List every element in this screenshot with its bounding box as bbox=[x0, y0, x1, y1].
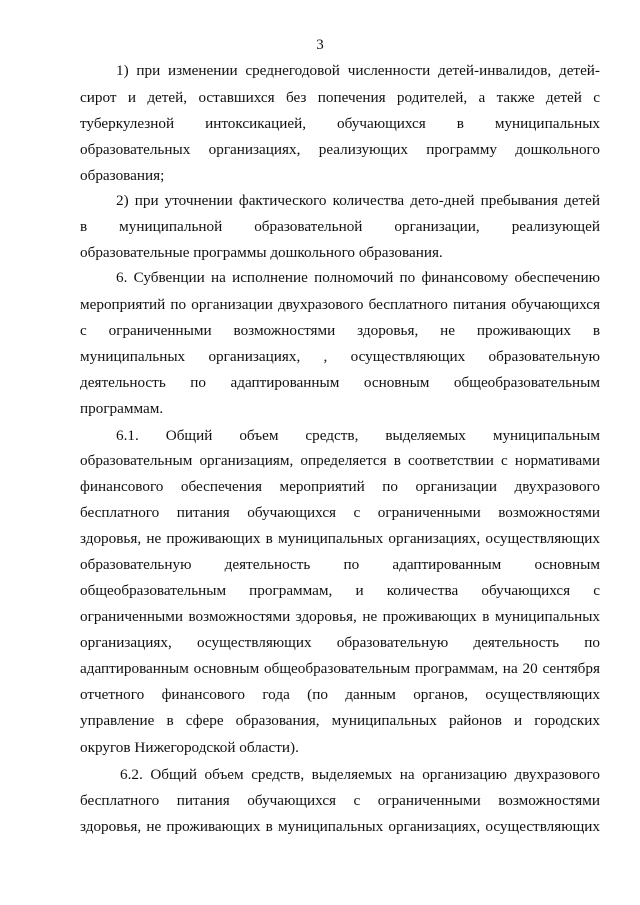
text-line: 6. Субвенции на исполнение полномочий по финансовому обеспечению bbox=[116, 269, 600, 286]
text-line: деятельность по адаптированным основным общеобразовательным bbox=[80, 374, 600, 391]
text-line: муниципальных организациях, , осуществляющих образовательную bbox=[80, 348, 600, 365]
text-line: финансового обеспечения мероприятий по организации двухразового bbox=[80, 478, 600, 495]
text-line: образования; bbox=[80, 167, 165, 184]
text-line: управление в сфере образования, муниципальных районов и городских bbox=[80, 712, 600, 729]
text-line: программам. bbox=[80, 400, 164, 417]
text-line: мероприятий по организации двухразового бесплатного питания обучающихся bbox=[80, 296, 600, 313]
text-line: ограниченными возможностями здоровья, не проживающих в муниципальных bbox=[80, 608, 600, 625]
text-line: с ограниченными возможностями здоровья, не проживающих в bbox=[80, 322, 600, 339]
text-line: туберкулезной интоксикацией, обучающихся в муниципальных bbox=[80, 115, 600, 132]
text-line: отчетного финансового года (по данным органов, осуществляющих bbox=[80, 686, 600, 703]
text-line: образовательным организациям, определяется в соответствии с нормативами bbox=[80, 452, 600, 469]
page-number: 3 bbox=[316, 37, 324, 53]
text-line: 6.2. Общий объем средств, выделяемых на организацию двухразового bbox=[120, 766, 600, 783]
text-line: общеобразовательным программам, и количества обучающихся с bbox=[80, 582, 600, 599]
text-line: округов Нижегородской области). bbox=[80, 739, 299, 756]
text-line: 1) при изменении среднегодовой численности детей-инвалидов, детей- bbox=[116, 62, 600, 79]
text-line: бесплатного питания обучающихся с ограниченными возможностями bbox=[80, 504, 600, 521]
text-line: образовательные программы дошкольного образования. bbox=[80, 244, 443, 261]
text-line: здоровья, не проживающих в муниципальных организациях, осуществляющих bbox=[80, 818, 600, 835]
text-line: образовательных организациях, реализующих программу дошкольного bbox=[80, 141, 600, 158]
text-line: бесплатного питания обучающихся с ограниченными возможностями bbox=[80, 792, 600, 809]
text-line: сирот и детей, оставшихся без попечения родителей, а также детей с bbox=[80, 89, 600, 106]
text-line: образовательную деятельность по адаптированным основным bbox=[80, 556, 600, 573]
text-line: 2) при уточнении фактического количества дето-дней пребывания детей bbox=[116, 192, 600, 209]
text-line: здоровья, не проживающих в муниципальных организациях, осуществляющих bbox=[80, 530, 600, 547]
text-line: организациях, осуществляющих образовательную деятельность по bbox=[80, 634, 600, 651]
text-line: в муниципальной образовательной организации, реализующей bbox=[80, 218, 600, 235]
text-line: 6.1. Общий объем средств, выделяемых муниципальным bbox=[116, 427, 600, 444]
text-line: адаптированным основным общеобразовательным программам, на 20 сентября bbox=[80, 660, 600, 677]
